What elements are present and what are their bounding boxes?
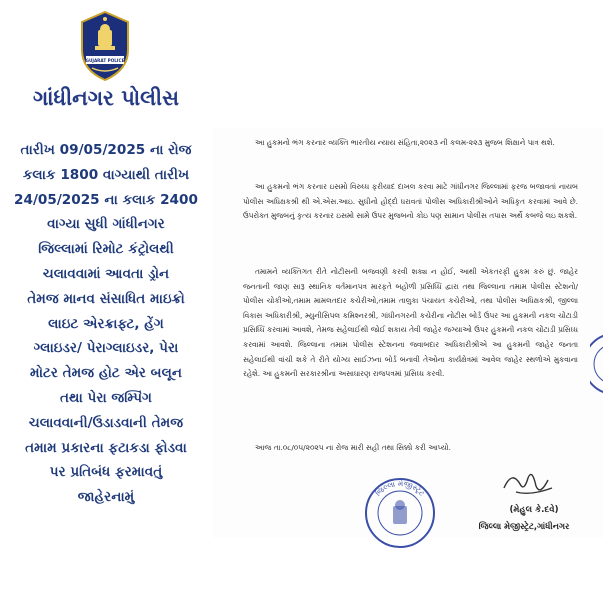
headline-line: પર પ્રતિબંધ ફરમાવતું [49,464,163,481]
document-paragraph-date: આજ તા.૦૮/૦૫/૨૦૨૫ ના રોજ મારી સહી તથા સિક્કો કરી આપ્યો. [255,443,451,452]
headline-line: તારીખ 09/05/2025 ના રોજ [20,142,192,158]
document-paragraph-publication: તમામને વ્યક્તિગત રીતે નોટીસની બજવણી કરવી શક્ય ન હોઈ, આથી એકતરફી હુકમ કરું છું. જાહેર જનતાની જાણ સારૂ સ્થાનિક વર્તમાનપત્ર મારફતે બહોળી પ્રસિધ્ધિ દ્વારા તથા જિલ્લાના તમામ પોલીસ સ્ટેશનો/પોલીસ ચોકીઓ,તમામ મામલતદાર કચેરીઓ,તમામ તાલુકા પંચાયત કચેરીઓ, તથા પોલીસ અધિક્ષકશ્રી, જીલ્લા વિકાસ અધિકારીશ્રી, મ્યુનીસિપલ કમિશ્નરશ્રી, ગાંધીનગરની કચેરીના નોટીસ બોર્ડ ઉપર આ હુકમની નકલ ચોંટાડી પ્રસિધ્ધિ કરવામાં આવશે, તેમજ સહેલાઈથી જોઈ શકાય તેવી જાહેર જગ્યાઓ ઉપર હુકમની નકલ ચોંટાડી પ્રસિધ્ધ કરવામાં આવશે. જિલ્લાના તમામ પોલીસ સ્ટેશનના જવાબદાર અધિકારીશ્રીએ આ હુકમની જાહેર જનતા સહેલાઈથી વાંચી શકે તે રીતે યોગ્ય સાઈઝના બોર્ડ બનાવી તેઓના કાર્યક્ષેત્રમાં આવેલ જાહેર સ્થળોએ મુકવાના રહેશે. આ હુકમની સરકારશ્રીના અસાધારણ રાજપત્રમાં પ્રસિધ્ધ કરવી. [243,267,578,379]
document-paragraph-penalty: આ હુકમનો ભંગ કરનાર વ્યક્તિ ભારતીય ન્યાય સંહિતા,૨૦૨૩ ની કલમ-૨૨૩ મુજબ શિક્ષાને પાત્ર થશે. [255,138,555,147]
headline-line: તમામ પ્રકારના ફટાકડા ફોડવા [25,439,187,456]
headline-line: ચલાવવામાં આવતા ડ્રોન [42,265,170,282]
notification-document [213,128,603,538]
left-panel [0,0,212,604]
headline-line: લાઇટ એરક્રાફ્ટ, હેંગ [48,315,164,332]
headline-line: ગ્લાઇડર/ પેરાગ્લાઇડર, પેરા [33,340,179,357]
document-paragraph-authorisation: આ હુકમનો ભંગ કરનાર ઇસમો વિરુધ્ધ ફરીયાદ દાખલ કરવા માટે ગાંધીનગર જિલ્લામાં ફરજ બજાવતાં નાયબ પોલીસ અધિક્ષકશ્રી થી એ.એસ.આઇ. સુધીનો હોદ્દો ધરાવતાં પોલીસ અધિકારીશ્રીઓને અધિકૃત કરવામાં આવે છે. ઉપરોક્ત મુજબનું કૃત્ય કરનાર ઇસમો સામે ઉપર મુજબનો કોઇ પણ સામાન પોલીસ તપાસ અર્થે કબજે લઇ શકશે. [243,182,578,221]
headline-line: ચલાવવાની/ઉડાડવાની તેમજ [28,414,184,431]
headline-line: જાહેરનામું [77,489,135,506]
signatory-name: (મેહુલ કે.દવે) [509,505,559,515]
signatory-title: જિલ્લા મેજીસ્ટ્રેટ,ગાંધીનગર [478,521,570,531]
headline-line: 24/05/2025 ના કલાક 2400 [14,191,198,208]
emblem-caption: GUJARAT POLICE [85,58,125,63]
headline-line: તેમજ માનવ સંસાધિત માઇક્રો [27,290,185,307]
headline-line: જિલ્લામાં રિમોટ કંટ્રોલથી [38,241,174,258]
district-magistrate-seal-icon [363,476,437,550]
page-title: ગાંધીનગર પોલીસ [33,86,179,110]
headline-line: વાગ્યા સુધી ગાંધીનગર [47,216,165,233]
signature-icon [498,466,558,500]
headline [6,138,206,510]
headline-line: તથા પેરા જમ્પિંગ [60,389,152,406]
seal-text: જિલ્લા મેજીસ્ટ્રેટ [373,478,427,498]
svg-text:જિલ્લા મેજીસ્ટ્રેટ [374,478,428,498]
gujarat-police-emblem-icon [78,10,132,82]
partial-seal-icon [590,330,603,398]
headline-line: કલાક 1800 વાગ્યાથી તારીખ [22,166,190,183]
headline-line: મોટર તેમજ હોટ એર બલૂન [30,365,182,382]
